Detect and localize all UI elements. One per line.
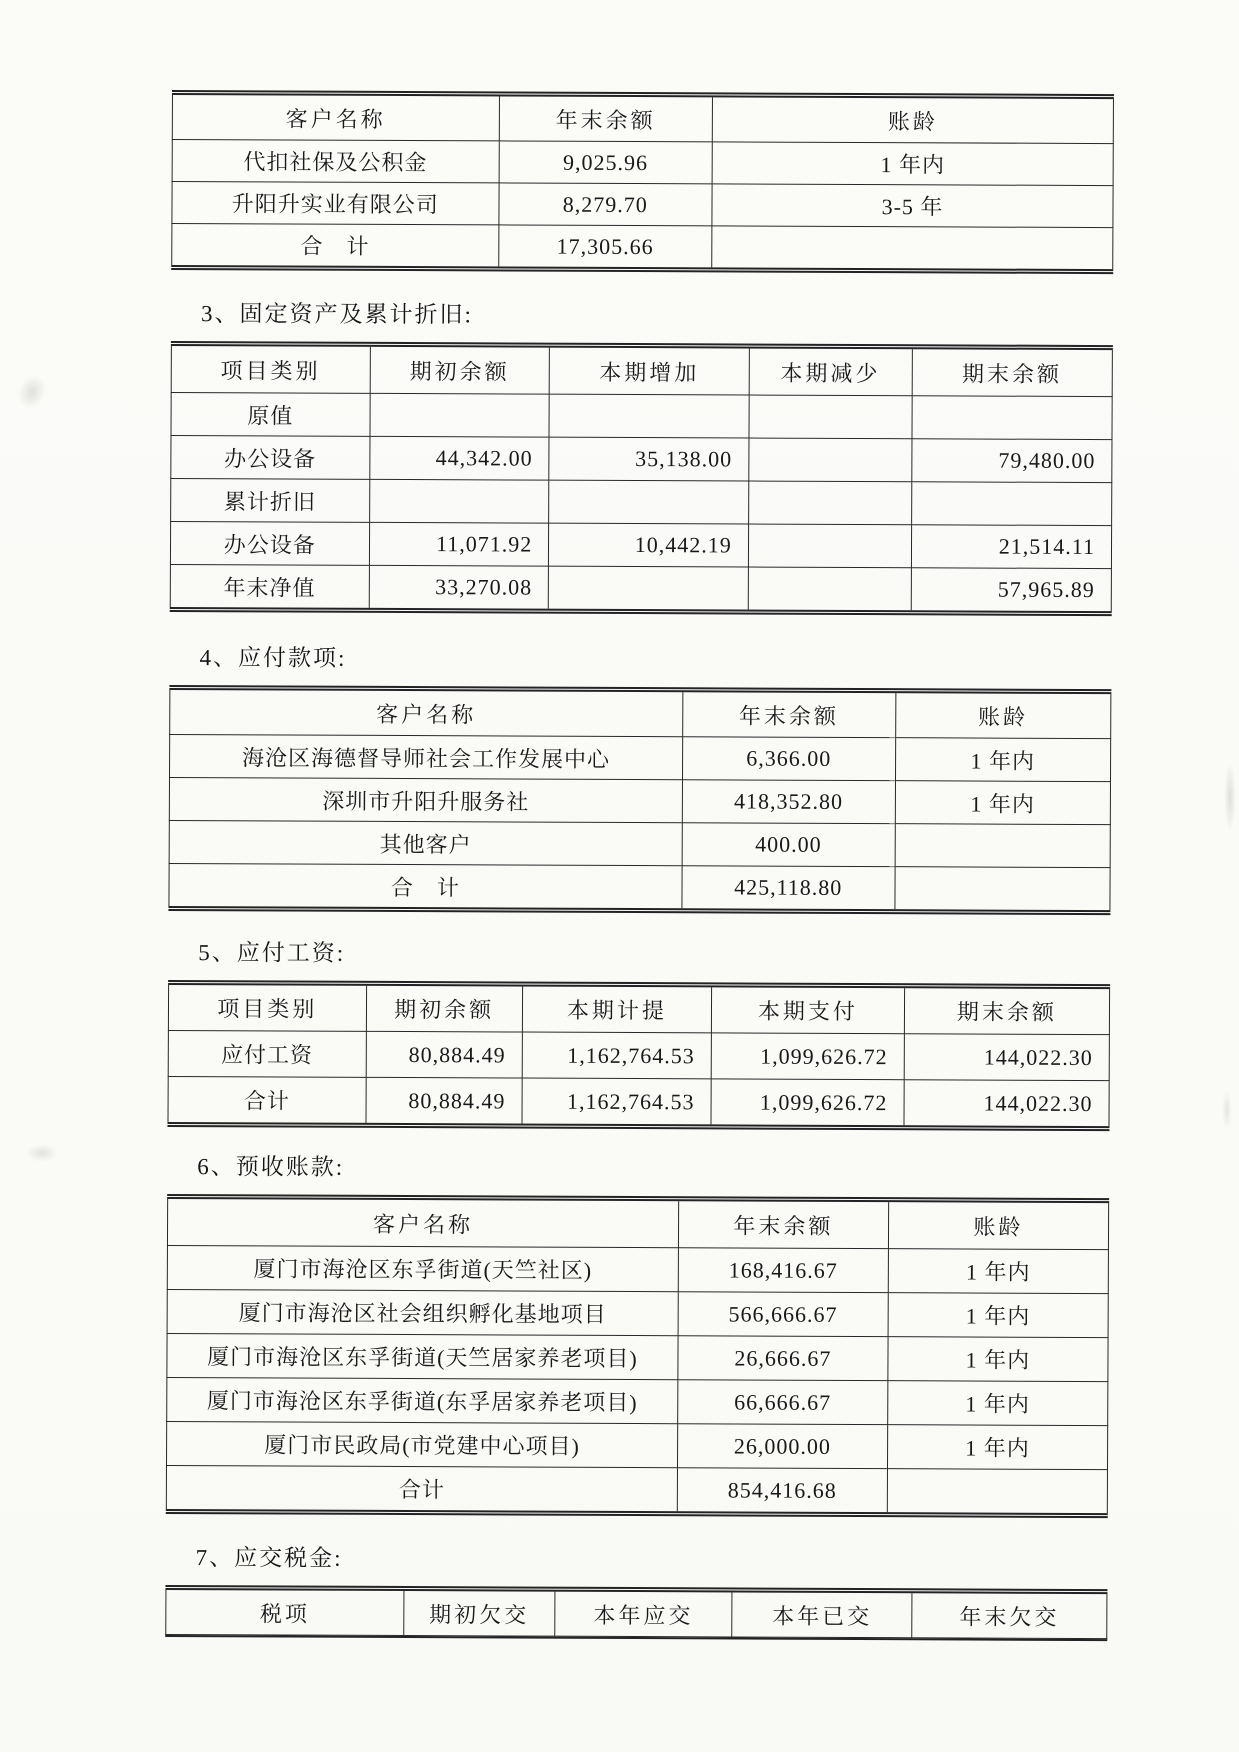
- table-cell: 厦门市海沧区东孚街道(天竺社区): [167, 1245, 678, 1291]
- table-cell: [748, 481, 911, 525]
- table-row: [169, 820, 1110, 867]
- table-cell: 35,138.00: [549, 437, 749, 481]
- header-row: [172, 95, 1113, 144]
- section-title-wages: 5、应付工资:: [198, 940, 346, 966]
- table-cell: 44,342.00: [369, 436, 549, 480]
- table-cell: [887, 1469, 1107, 1513]
- scan-smudge: [26, 1144, 58, 1162]
- table-cell: [748, 524, 911, 568]
- table-cell: 26,000.00: [677, 1424, 887, 1469]
- table-row: [166, 1465, 1107, 1513]
- column-header: 客户名称: [167, 1199, 678, 1248]
- column-header: 期初余额: [370, 347, 550, 394]
- table-cell: 1 年内: [895, 738, 1111, 782]
- column-header: 年末余额: [678, 1201, 888, 1248]
- table-cell: 原值: [171, 392, 370, 436]
- table-row: [169, 777, 1110, 824]
- payables-table: [168, 685, 1111, 915]
- table-cell: [369, 479, 549, 523]
- table-row: [167, 1377, 1108, 1425]
- table-cell: 144,022.30: [904, 1080, 1109, 1126]
- table-cell: [749, 438, 912, 482]
- table-cell: 418,352.80: [682, 780, 895, 824]
- column-header: 期末余额: [904, 988, 1109, 1034]
- scan-smudge: [1224, 762, 1236, 832]
- table-cell: 1,099,626.72: [711, 1033, 904, 1080]
- table-cell: 厦门市民政局(市党建中心项目): [166, 1421, 677, 1467]
- column-header: 账龄: [888, 1202, 1108, 1249]
- column-header: 期初余额: [366, 986, 522, 1032]
- table-cell: 1,099,626.72: [711, 1079, 904, 1125]
- column-header: 期初欠交: [404, 1591, 555, 1636]
- table-cell: 年末净值: [170, 564, 369, 607]
- table-cell: 厦门市海沧区东孚街道(天竺居家养老项目): [167, 1333, 678, 1379]
- column-header: 客户名称: [172, 95, 499, 141]
- document-content: [165, 90, 1114, 1641]
- data-table: [168, 690, 1111, 910]
- table-cell: [911, 482, 1112, 526]
- table-cell: 1,162,764.53: [522, 1032, 711, 1079]
- fixed-assets-table: [170, 341, 1113, 616]
- header-row: [170, 690, 1111, 739]
- column-header: 本期增加: [549, 348, 749, 395]
- table-cell: 1 年内: [888, 1293, 1108, 1338]
- table-cell: [370, 393, 550, 437]
- table-cell: 10,442.19: [549, 523, 749, 567]
- table-row: [171, 392, 1112, 439]
- table-cell: 办公设备: [170, 521, 369, 565]
- table-cell: 79,480.00: [911, 439, 1112, 483]
- table-row: [172, 224, 1113, 270]
- header-row: [166, 1590, 1107, 1639]
- table-cell: 厦门市海沧区东孚街道(东孚居家养老项目): [167, 1377, 678, 1423]
- table-cell: 400.00: [682, 823, 895, 867]
- table-cell: 57,965.89: [911, 568, 1112, 611]
- table-cell: 1 年内: [888, 1337, 1108, 1382]
- scan-smudge: [1222, 1090, 1232, 1130]
- table-row: [168, 1076, 1109, 1126]
- table-cell: 1,162,764.53: [522, 1078, 711, 1124]
- data-table: [167, 985, 1110, 1126]
- table-row: [171, 435, 1112, 482]
- table-cell: [895, 824, 1111, 868]
- section-title-advance-receipts: 6、预收账款:: [197, 1154, 345, 1180]
- column-header: 客户名称: [170, 690, 683, 737]
- table-cell: [894, 867, 1110, 910]
- table-row: [172, 182, 1113, 228]
- table-cell: 168,416.67: [678, 1248, 888, 1293]
- table-cell: 80,884.49: [366, 1031, 522, 1078]
- table-cell: [549, 480, 749, 524]
- column-header: 年末欠交: [912, 1593, 1107, 1638]
- header-row: [168, 985, 1109, 1035]
- section-title-fixed-assets: 3、固定资产及累计折旧:: [200, 301, 473, 328]
- table-row: [172, 140, 1113, 186]
- table-cell: 海沧区海德督导师社会工作发展中心: [170, 734, 683, 779]
- column-header: 项目类别: [171, 346, 370, 393]
- table-cell: 1 年内: [888, 1249, 1108, 1294]
- table-cell: 854,416.68: [677, 1468, 887, 1512]
- table-cell: 代扣社保及公积金: [172, 140, 499, 183]
- table-cell: [749, 395, 912, 439]
- column-header: 本期减少: [749, 349, 912, 396]
- table-cell: [748, 567, 911, 610]
- table-row: [166, 1421, 1107, 1469]
- table-cell: 1 年内: [887, 1425, 1107, 1470]
- table-cell: 6,366.00: [682, 737, 895, 781]
- wages-payable-table: [167, 980, 1110, 1131]
- table-cell: 21,514.11: [911, 525, 1112, 569]
- table-row: [170, 734, 1111, 781]
- header-row: [167, 1199, 1108, 1250]
- column-header: 年末余额: [499, 96, 713, 141]
- other-receivables-table: [171, 90, 1114, 274]
- table-cell: 1 年内: [895, 781, 1111, 825]
- table-row: [171, 478, 1112, 525]
- table-cell: 66,666.67: [678, 1380, 888, 1425]
- table-cell: 33,270.08: [369, 565, 549, 608]
- table-cell: 8,279.70: [498, 183, 712, 226]
- table-cell: 累计折旧: [171, 478, 370, 522]
- scan-smudge: [12, 370, 52, 414]
- column-header: 本年已交: [732, 1592, 912, 1637]
- table-cell: 566,666.67: [678, 1292, 888, 1337]
- table-cell: 深圳市升阳升服务社: [169, 777, 682, 822]
- table-cell: 合 计: [169, 863, 682, 908]
- table-cell: 1 年内: [712, 142, 1113, 186]
- table-cell: 合计: [166, 1465, 677, 1511]
- column-header: 本年应交: [554, 1592, 732, 1637]
- table-row: [167, 1333, 1108, 1381]
- table-cell: 合 计: [172, 224, 499, 267]
- table-cell: 17,305.66: [498, 225, 712, 267]
- data-table: [165, 1590, 1107, 1639]
- column-header: 账龄: [712, 97, 1113, 143]
- data-table: [170, 346, 1113, 611]
- table-cell: 9,025.96: [499, 141, 713, 184]
- column-header: 年末余额: [683, 692, 896, 737]
- column-header: 税项: [166, 1590, 404, 1636]
- header-row: [171, 346, 1112, 397]
- data-table: [166, 1199, 1109, 1513]
- table-cell: 升阳升实业有限公司: [172, 182, 499, 225]
- table-cell: 11,071.92: [369, 522, 549, 566]
- table-row: [167, 1245, 1108, 1293]
- table-cell: [549, 394, 749, 438]
- table-cell: 其他客户: [169, 820, 682, 865]
- taxes-payable-table: [165, 1585, 1107, 1641]
- table-row: [169, 863, 1110, 910]
- column-header: 期末余额: [912, 349, 1113, 396]
- column-header: 本期计提: [522, 987, 711, 1033]
- table-cell: 合计: [168, 1076, 366, 1122]
- column-header: 账龄: [895, 693, 1111, 738]
- table-cell: 144,022.30: [904, 1034, 1109, 1081]
- data-table: [171, 95, 1114, 269]
- table-row: [168, 1030, 1109, 1080]
- table-cell: 办公设备: [171, 435, 370, 479]
- advance-receipts-table: [166, 1194, 1109, 1518]
- column-header: 本期支付: [711, 987, 904, 1033]
- table-row: [170, 521, 1111, 568]
- table-cell: [712, 226, 1113, 269]
- table-cell: 3-5 年: [712, 184, 1113, 228]
- table-cell: 应付工资: [168, 1030, 366, 1077]
- table-cell: 425,118.80: [682, 866, 895, 909]
- table-cell: 厦门市海沧区社会组织孵化基地项目: [167, 1289, 678, 1335]
- table-cell: [549, 566, 749, 609]
- table-row: [167, 1289, 1108, 1337]
- section-title-taxes: 7、应交税金:: [195, 1545, 343, 1571]
- table-cell: 80,884.49: [366, 1077, 522, 1123]
- table-row: [170, 564, 1111, 611]
- table-cell: [912, 396, 1113, 440]
- column-header: 项目类别: [168, 985, 366, 1031]
- table-cell: 1 年内: [887, 1381, 1107, 1426]
- table-cell: 26,666.67: [678, 1336, 888, 1381]
- section-title-payables: 4、应付款项:: [199, 645, 347, 671]
